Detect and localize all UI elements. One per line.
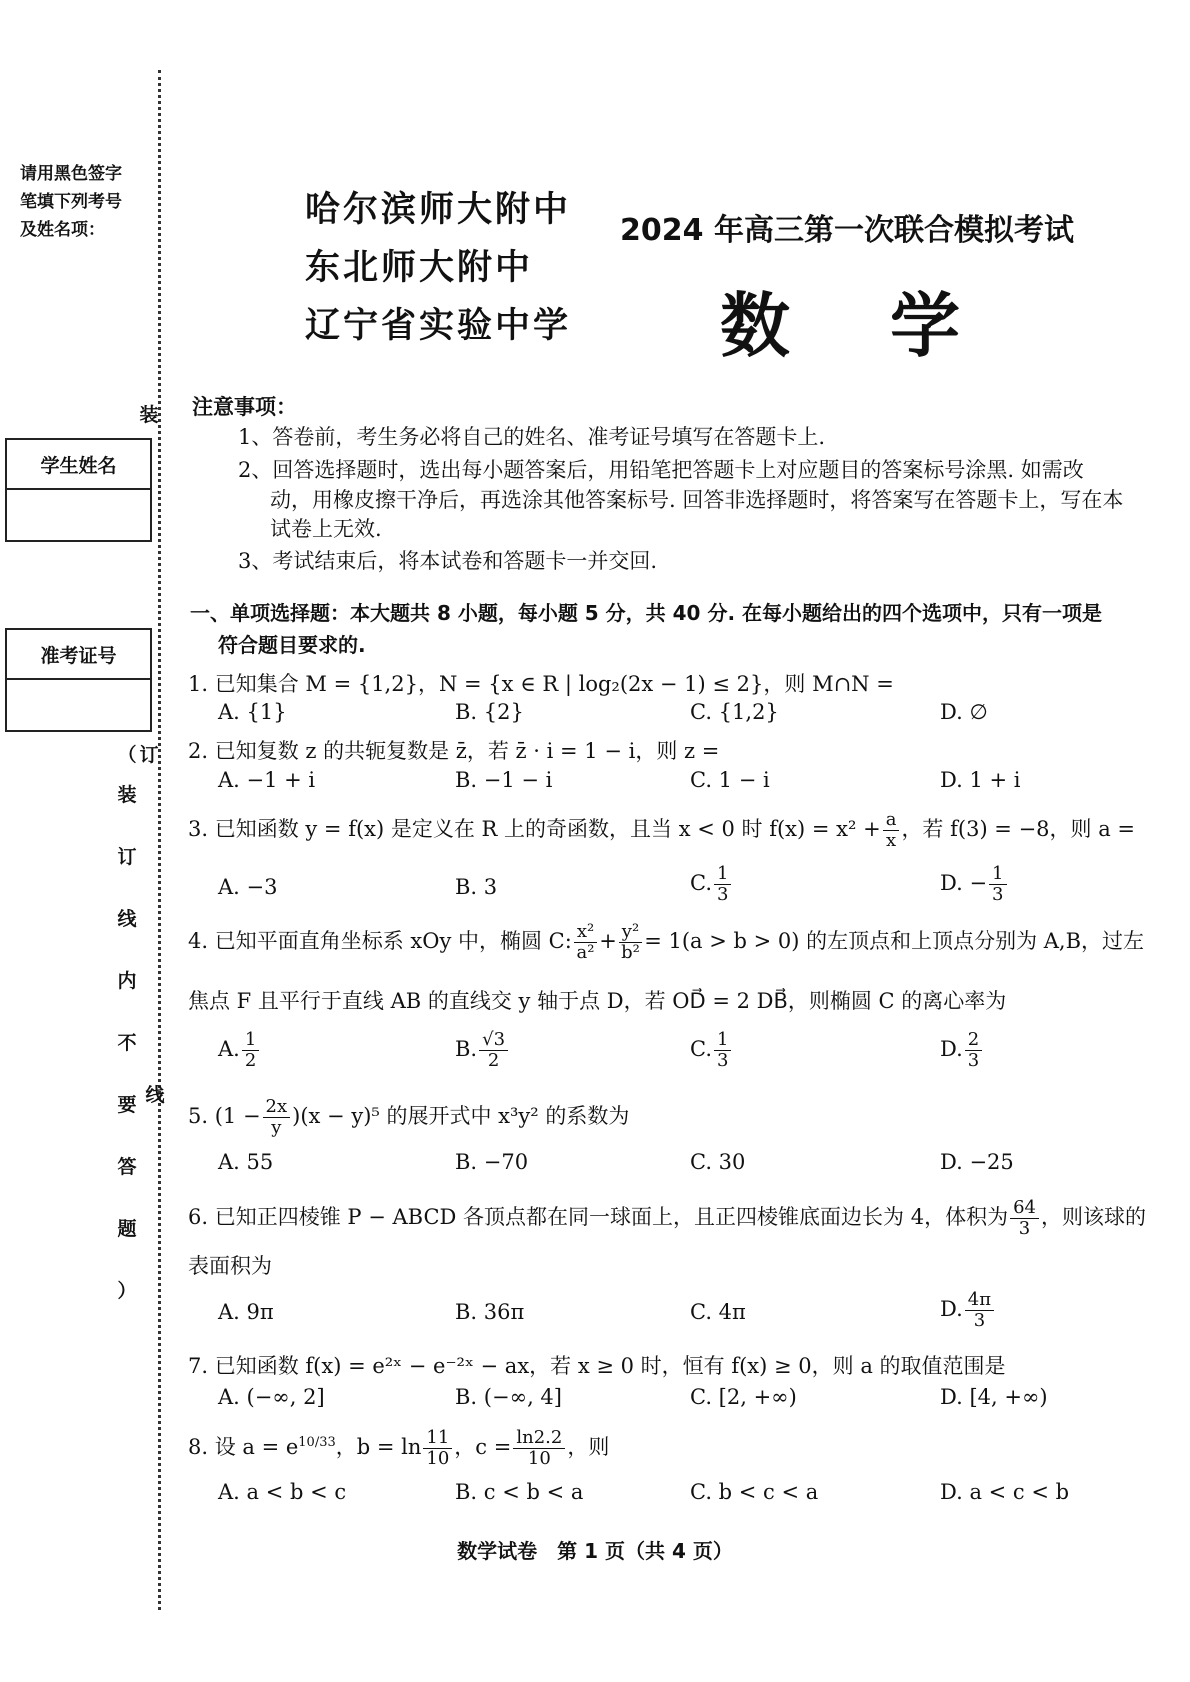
q1-option-d: D. ∅ xyxy=(940,700,988,724)
question-4-stem-cont: 焦点 F 且平行于直线 AB 的直线交 y 轴于点 D，若 OD⃗ = 2 DB⃗，则椭圆 C 的离心率为 xyxy=(188,989,1007,1013)
q4-option-d: D. $\frac{2}{3}$ xyxy=(940,1030,984,1071)
q1-option-b: B. {2} xyxy=(455,700,524,724)
q3-option-c: C. $\frac{1}{3}$ xyxy=(690,864,733,905)
q6-option-a: A. 9π xyxy=(218,1300,274,1324)
student-name-field[interactable] xyxy=(7,490,150,540)
q2-option-d: D. 1 + i xyxy=(940,768,1021,792)
q6-option-b: B. 36π xyxy=(455,1300,525,1324)
q7-option-a: A. (−∞, 2] xyxy=(218,1385,325,1409)
q8-option-a: A. a < b < c xyxy=(218,1480,347,1504)
binding-dotted-line xyxy=(158,70,161,1610)
student-name-box xyxy=(5,438,152,542)
notice-item: 动，用橡皮擦干净后，再选涂其他答案标号. 回答非选择题时，将答案写在答题卡上，写在本 xyxy=(270,488,1124,512)
q8-option-c: C. b < c < a xyxy=(690,1480,819,1504)
student-name-label: 学生姓名 xyxy=(7,440,150,490)
q5-option-d: D. −25 xyxy=(940,1150,1014,1174)
q5-option-b: B. −70 xyxy=(455,1150,529,1174)
q5-option-c: C. 30 xyxy=(690,1150,746,1174)
exam-id-label: 准考证号 xyxy=(7,630,150,680)
q4-option-a: A. $\frac{1}{2}$ xyxy=(218,1030,261,1071)
question-6-stem: 6. 已知正四棱锥 P − ABCD 各顶点都在同一球面上，且正四棱锥底面边长为 4，体积为 $\frac{64}{3}$ ，则该球的 xyxy=(188,1197,1146,1239)
question-1-stem: 1. 已知集合 M = {1,2}，N = {x ∈ R | log₂(2x − 1) ≤ 2}，则 M∩N = xyxy=(188,672,894,696)
q4-option-b: B. $\frac{√3}{2}$ xyxy=(455,1030,510,1071)
q1-option-a: A. {1} xyxy=(218,700,287,724)
side-instruction: 请用黑色签字 笔填下列考号 及姓名项： xyxy=(20,164,122,240)
school-name: 哈尔滨师大附中 xyxy=(305,190,572,230)
q3-option-d: D. − $\frac{1}{3}$ xyxy=(940,864,1009,905)
q3-option-b: B. 3 xyxy=(455,875,498,899)
notice-item: 1、答卷前，考生务必将自己的姓名、准考证号填写在答题卡上. xyxy=(238,425,826,449)
notice-title: 注意事项： xyxy=(192,395,297,419)
school-name: 辽宁省实验中学 xyxy=(305,306,572,346)
question-2-stem: 2. 已知复数 z 的共轭复数是 z̄，若 z̄ · i = 1 − i，则 z = xyxy=(188,739,720,763)
question-6-stem-cont: 表面积为 xyxy=(188,1254,272,1278)
exam-title: 2024 年高三第一次联合模拟考试 xyxy=(620,213,1074,248)
question-7-stem: 7. 已知函数 f(x) = e²ˣ − e⁻²ˣ − ax，若 x ≥ 0 时，恒有 f(x) ≥ 0，则 a 的取值范围是 xyxy=(188,1354,1006,1378)
q5-option-a: A. 55 xyxy=(218,1150,274,1174)
question-8-stem: 8. 设 $a = e^{10/33}$，b = ln $\frac{11}{10}$ ，c = $\frac{\ln 2.2}{10}$ ，则 xyxy=(188,1427,610,1469)
q3-option-a: A. −3 xyxy=(218,875,278,899)
q8-option-b: B. c < b < a xyxy=(455,1480,584,1504)
q6-option-d: D. $\frac{4\pi}{3}$ xyxy=(940,1290,996,1331)
binding-char: 线 xyxy=(145,1084,165,1106)
question-3-stem: 3. 已知函数 y = f(x) 是定义在 R 上的奇函数，且当 x < 0 时 f(x) = x² + $\frac{a}{x}$ ，若 f(3) = −8，则 a = xyxy=(188,809,1136,851)
question-4-stem: 4. 已知平面直角坐标系 xOy 中，椭圆 C: $\frac{\text{x²}}{\text{a²}}$ + $\frac{\text{y²}}{\text{b²}}$ = 1(a > b > 0) 的左顶点和上顶点分别为 A,B，过左 xyxy=(188,921,1145,963)
q8-option-d: D. a < c < b xyxy=(940,1480,1070,1504)
notice-item: 试卷上无效. xyxy=(270,517,382,541)
subject-title: 数学 xyxy=(720,284,1060,367)
binding-char: 订 xyxy=(139,744,159,766)
exam-id-field[interactable] xyxy=(7,680,150,730)
question-5-stem: 5. (1 − $\frac{2x}{y}$ )(x − y)⁵ 的展开式中 x³y² 的系数为 xyxy=(188,1096,630,1138)
q2-option-b: B. −1 − i xyxy=(455,768,553,792)
school-name: 东北师大附中 xyxy=(305,248,534,288)
exam-id-box xyxy=(5,628,152,732)
q7-option-c: C. [2, +∞) xyxy=(690,1385,797,1409)
q2-option-a: A. −1 + i xyxy=(218,768,316,792)
q6-option-c: C. 4π xyxy=(690,1300,746,1324)
q2-option-c: C. 1 − i xyxy=(690,768,770,792)
q7-option-d: D. [4, +∞) xyxy=(940,1385,1048,1409)
notice-item: 2、回答选择题时，选出每小题答案后，用铅笔把答题卡上对应题目的答案标号涂黑. 如需改 xyxy=(238,458,1084,482)
binding-warning: （ 装 订 线 内 不 要 答 题 ） xyxy=(117,744,137,1302)
binding-char: 装 xyxy=(139,404,159,426)
q1-option-c: C. {1,2} xyxy=(690,700,779,724)
fraction: $\frac{a}{x}$ xyxy=(883,810,900,851)
notice-item: 3、考试结束后，将本试卷和答题卡一并交回. xyxy=(238,549,658,573)
page-footer: 数学试卷 第 1 页（共 4 页） xyxy=(457,1539,733,1563)
q7-option-b: B. (−∞, 4] xyxy=(455,1385,562,1409)
section-title: 一、单项选择题：本大题共 8 小题，每小题 5 分，共 40 分. 在每小题给出的四个选项中，只有一项是 xyxy=(190,601,1103,625)
section-title-cont: 符合题目要求的. xyxy=(218,633,366,657)
q4-option-c: C. $\frac{1}{3}$ xyxy=(690,1030,733,1071)
